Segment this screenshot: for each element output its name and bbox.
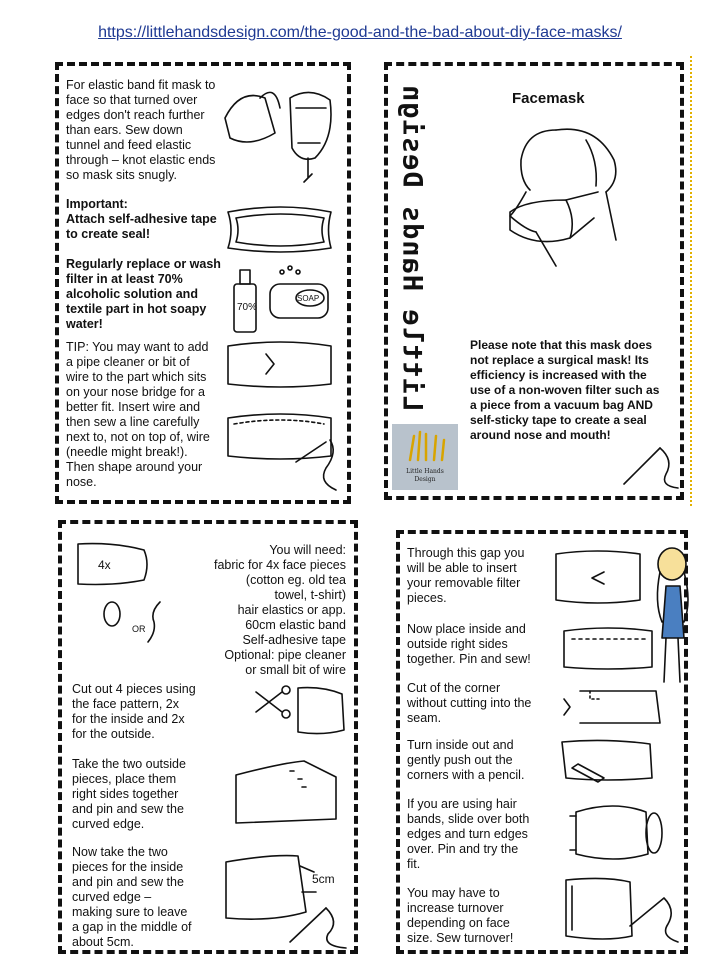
cut-instructions: Cut out 4 pieces using the face pattern, 2x for the inside and 2x for the outside. [72,682,196,741]
place-instructions: Now place inside and outside right sides together. Pin and sew! [407,622,531,666]
mask-elastic-drawing [220,78,340,188]
hands-icon [406,430,446,464]
mask-tape-drawing [226,204,336,256]
brand-logo: Little Hands Design [392,424,458,490]
materials-list: You will need: fabric for 4x face pieces (cotton eg. old tea towel, t-shirt) hair elastics or app. 60cm elastic band Self-adhesive tape Optional: pipe cleaner or small bit of wire [213,543,346,677]
label-5cm: 5cm [312,872,335,886]
label-4x: 4x [98,558,111,572]
brand-title-vertical: Little Hands Design [396,84,428,412]
fold-line [690,56,692,506]
source-url[interactable]: https://littlehandsdesign.com/the-good-and-the-bad-about-diy-face-masks/ [98,24,622,41]
mask-seam-drawing [226,412,346,492]
panel-title: Facemask [512,90,585,107]
important-note: Important: Attach self-adhesive tape to create seal! [66,197,217,241]
gap-instructions: Through this gap you will be able to insert your removable filter pieces. [407,546,525,605]
elastic-instructions: For elastic band fit mask to face so that turned over edges don't reach further than ears. Sew down tunnel and feed elastic through – knot elastic ends so mask sits snugly. [66,78,216,182]
inside-instructions: Now take the two pieces for the inside and pin and sew the curved edge – making sure to leave a gap in the middle of about 5cm. [72,845,192,949]
scissors-cut-drawing [252,682,352,742]
corner-instructions: Cut of the corner without cutting into the seam. [407,681,532,725]
face-pattern-drawing [74,540,154,590]
outside-pieces-drawing [232,757,342,827]
needle-thread-icon [620,440,680,490]
bottle-label: 70% [237,302,258,313]
soap-label: SOAP [297,294,320,303]
hair-band-drawing [566,802,666,868]
outside-instructions: Take the two outside pieces, place them right sides together and pin and sew the curved edge. [72,757,186,831]
gap-drawing [552,548,648,608]
label-or: OR [132,624,146,634]
replace-note: Regularly replace or wash filter in at least 70% alcoholic solution and textile part in hot soapy water! [66,257,221,331]
corner-cut-drawing [560,687,670,729]
mask-wire-drawing [226,340,336,392]
turnover-sew-drawing [560,876,680,946]
face-with-mask-drawing [496,120,636,270]
bands-instructions: If you are using hair bands, slide over both edges and turn edges over. Pin and try the fit. [407,797,530,871]
surgical-mask-warning: Please note that this mask does not replace a surgical mask! Its efficiency is increased with the use of a non-woven filter such as a piece from a vacuum bag AND self-sticky tape to create a seal around nose and mouth! [470,338,660,442]
needle-thread-icon-2 [286,902,356,952]
pinned-drawing [560,625,660,673]
turnover-instructions: You may have to increase turnover depending on face size. Sew turnover! [407,886,514,945]
pencil-push-drawing [558,738,658,786]
turn-instructions: Turn inside out and gently push out the corners with a pencil. [407,738,525,782]
tip-note: TIP: You may want to add a pipe cleaner or bit of wire to the part which sits on your nose bridge for a better fit. Insert wire and then sew a line carefully next to, not on top of, wire (needle might break!). Then shape around your nose. [66,340,210,489]
